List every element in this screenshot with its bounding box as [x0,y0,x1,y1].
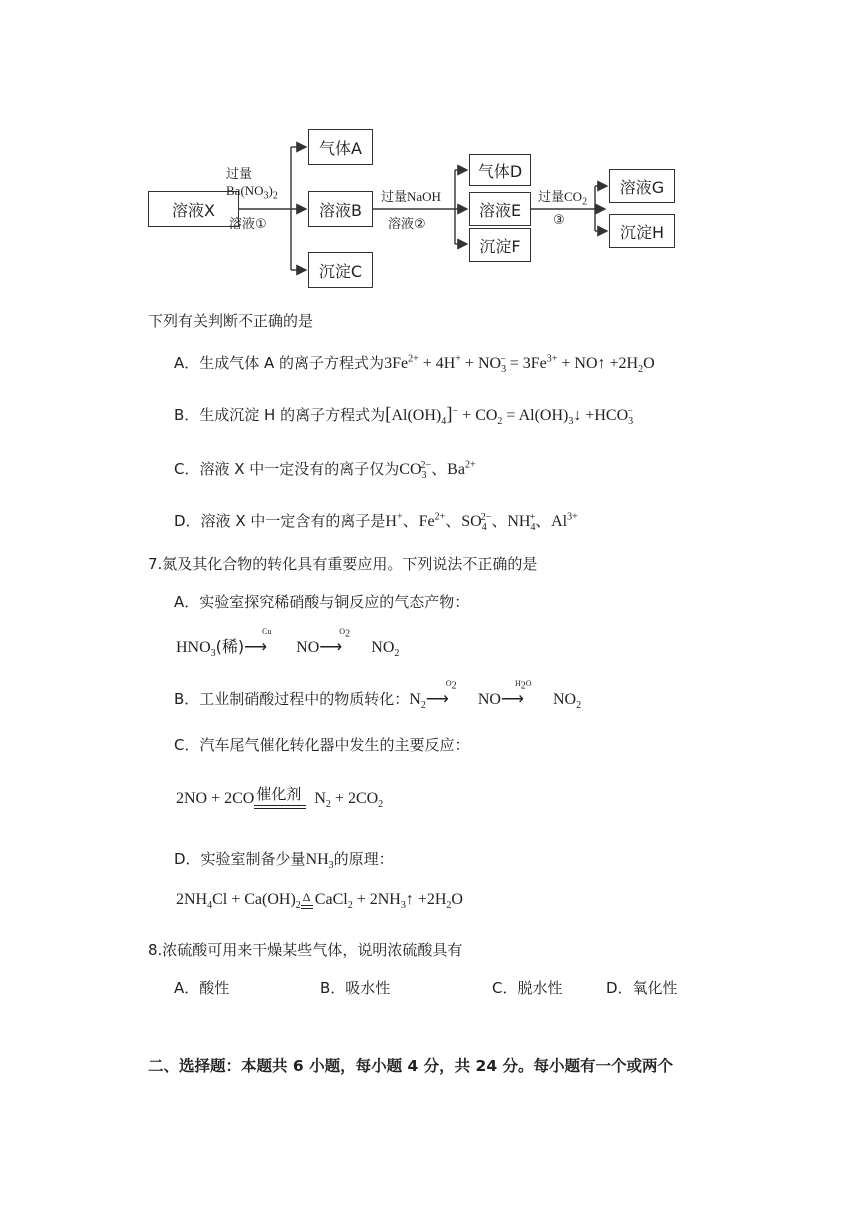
step3-top-label: 过量$CO_2$ [538,189,588,208]
q7-d-text2: 的原理： [333,850,394,868]
box-solution-g: 溶液G [609,169,675,203]
q6-d-equation: H+、$Fe^{2+}$、$SO_4^{2-}$、$NH_4^+$、$Al^{3+}$ [385,511,578,534]
box-precipitate-c: 沉淀C [308,252,373,288]
q6-c-equation: $CO_3^{2-}$、$Ba^{2+}$ [399,459,476,482]
step2-bottom-label: 溶液② [388,217,426,232]
q7-option-d: D．实验室制备少量$NH_3$的原理： [174,850,394,872]
box-gas-d: 气体D [469,154,531,186]
q6-option-b [174,404,633,426]
q6-c-text: C．溶液 X 中一定没有的离子仅为 [174,460,400,478]
box-precipitate-h: 沉淀H [609,214,675,248]
q8-option-d: D．氧化性 [606,979,678,997]
q6-b-text: B．生成沉淀 H 的离子方程式为 [174,406,386,424]
step1-reagent-label: $Ba(NO_3)_2$ [226,183,278,202]
q6-option-d [174,508,578,534]
q7-option-b [174,679,582,712]
q7-stem: 7.氮及其化合物的转化具有重要应用。下列说法不正确的是 [148,555,538,573]
q7-c-equation: 2NO + 2CO 催化剂 $N_2 + 2CO_2$ [176,785,384,811]
step2-top-label: 过量NaOH [381,189,441,204]
step3-bottom-label: ③ [553,213,565,228]
q7-d-text: D．实验室制备少量 [174,850,306,868]
q6-a-text: A．生成气体 A 的离子方程式为 [174,354,385,372]
q8-option-c: C．脱水性 [492,979,563,997]
q8-stem: 8.浓硫酸可用来干燥某些气体，说明浓硫酸具有 [148,941,463,959]
q6-d-text: D．溶液 X 中一定含有的离子是 [174,512,386,530]
q6-option-c [174,456,476,482]
q7-b-text: B．工业制硝酸过程中的物质转化： [174,690,410,708]
box-solution-b: 溶液B [308,191,373,227]
step1-bottom-label: 溶液① [229,217,267,232]
q6-b-equation: $[Al(OH)_4]^- + CO_2$ = $Al(OH)_3↓ +HCO_3^-$ [385,404,634,428]
flow-arrows [0,0,860,300]
q8-option-b: B．吸水性 [320,979,391,997]
delta-symbol: Δ [302,890,311,904]
box-solution-e: 溶液E [469,192,531,226]
q7-c-text: C．汽车尾气催化转化器中发生的主要反应： [174,736,470,754]
box-solution-x: 溶液X [148,191,239,227]
q6-stem: 下列有关判断不正确的是 [148,312,314,330]
catalyst-label: 催化剂 [256,785,302,803]
box-gas-a: 气体A [308,129,373,165]
q7-a-text: A．实验室探究稀硝酸与铜反应的气态产物： [174,593,470,611]
box-precipitate-f: 沉淀F [469,228,531,262]
q7-a-equation: $HNO_3$(稀) Cu ⟶ NO $O_2$ ⟶ $NO_2$ [176,627,400,660]
q7-d-equation: $2NH_4Cl + Ca(OH)_2$ Δ CaCl$_2$ + $2NH_3↑ +2H_2O$ [176,890,463,912]
section2-heading: 二、选择题：本题共 6 小题，每小题 4 分，共 24 分。每小题有一个或两个 [148,1057,674,1075]
q6-option-a [174,352,655,376]
step1-top-label: 过量 [226,167,253,182]
q7-b-equation: $N_2$ $O_2$ ⟶ NO $H_2O$ ⟶ $NO_2$ [409,679,582,712]
q6-a-equation: $3Fe^{2+} + 4H^+ + NO_3^- = 3Fe^{3+}$ + NO↑ $+2H_2O$ [384,353,655,376]
q8-option-a: A．酸性 [174,979,230,997]
